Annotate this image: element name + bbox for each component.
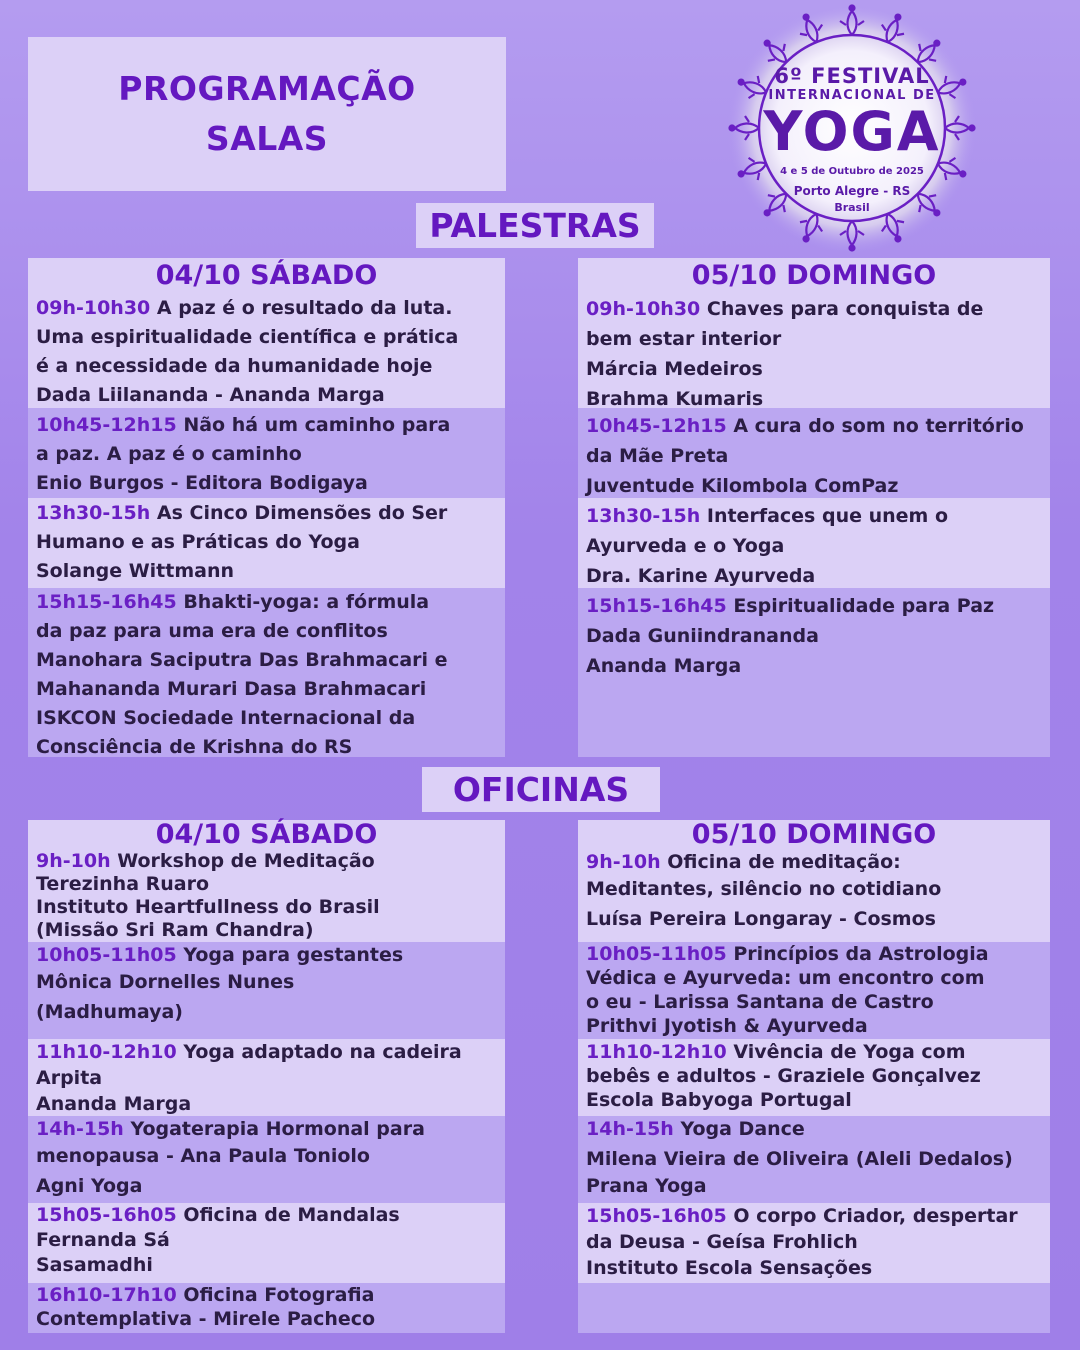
session-text: Agni Yoga [36,1175,143,1197]
session-time: 9h-10h [586,851,661,873]
session-text: Oficina de meditação: [660,851,901,873]
session-text: da Mãe Preta [586,445,729,467]
oficinas-heading: OFICINAS [422,767,660,812]
session-text: Yoga adaptado na cadeira [176,1041,462,1063]
session-text: Dra. Karine Ayurveda [586,565,816,587]
session-text: Arpita [36,1067,103,1089]
session-time: 11h10-12h10 [586,1041,727,1063]
session-text: ISKCON Sociedade Internacional da [36,707,416,729]
session-entry [36,294,497,410]
oficinas-sunday-block-1 [578,820,1050,942]
session-text: A cura do som no território [726,415,1024,437]
session-text: Dada Liilananda - Ananda Marga [36,384,385,406]
logo-city: Porto Alegre - RS [793,184,911,198]
session-text: Prana Yoga [586,1175,707,1197]
palestras-saturday-block-1 [28,258,505,408]
session-text: Vivência de Yoga com [726,1041,966,1063]
day-heading: 05/10 DOMINGO [691,819,937,850]
oficinas-sunday-block-4 [578,1116,1050,1203]
logo-country: Brasil [834,201,870,214]
session-text: Não há um caminho para [176,414,451,436]
session-entry [586,1116,1042,1200]
session-text: Meditantes, silêncio no cotidiano [586,878,942,900]
day-heading: 05/10 DOMINGO [691,260,937,291]
session-text: Fernanda Sá [36,1229,170,1251]
session-text: Mahananda Murari Dasa Brahmacari [36,678,427,700]
logo-dates: 4 e 5 de Outubro de 2025 [780,166,924,177]
session-text: Contemplativa - Mirele Pacheco [36,1308,376,1330]
session-entry [36,588,497,762]
session-text: Yoga para gestantes [176,944,404,966]
page-title-line2: SALAS [205,119,329,158]
session-text: Yoga Dance [673,1118,805,1140]
session-text: (Missão Sri Ram Chandra) [36,919,314,941]
logo-edition: 6º FESTIVAL [774,64,930,88]
session-time: 14h-15h [36,1118,124,1140]
session-time: 10h45-12h15 [586,415,727,437]
oficinas-saturday-block-6 [28,1283,505,1333]
session-entry [36,1203,497,1278]
session-entry [36,1283,497,1331]
session-text: Manohara Saciputra Das Brahmacari e [36,649,448,671]
session-time: 10h05-11h05 [36,944,177,966]
palestras-sunday-block-3 [578,498,1050,588]
session-time: 13h30-15h [586,505,701,527]
session-text: Ayurveda e o Yoga [586,535,785,557]
session-text: Chaves para conquista de [700,298,984,320]
session-entry [36,499,497,586]
session-text: Prithvi Jyotish & Ayurveda [586,1015,868,1037]
session-time: 16h10-17h10 [36,1284,177,1306]
session-entry [586,1039,1042,1112]
session-text: da Deusa - Geísa Frohlich [586,1231,858,1253]
oficinas-saturday-block-2 [28,942,505,1039]
session-text: Mônica Dornelles Nunes [36,971,295,993]
logo-subtitle: INTERNACIONAL DE [768,88,936,103]
session-text: Márcia Medeiros [586,358,763,380]
session-text: Oficina Fotografia [176,1284,375,1306]
session-text: Solange Wittmann [36,560,235,582]
oficinas-sunday-block-2 [578,942,1050,1039]
palestras-saturday-block-4 [28,588,505,757]
session-entry [36,850,497,942]
oficinas-sunday-block-6 [578,1283,1050,1333]
session-time: 15h05-16h05 [586,1205,727,1227]
session-text: Luísa Pereira Longaray - Cosmos [586,908,936,930]
session-entry [586,501,1042,591]
session-text: Védica e Ayurveda: um encontro com [586,967,985,989]
session-time: 09h-10h30 [36,297,151,319]
session-text: Yogaterapia Hormonal para [123,1118,425,1140]
session-time: 09h-10h30 [586,298,701,320]
session-text: Consciência de Krishna do RS [36,736,353,758]
session-time: 10h45-12h15 [36,414,177,436]
oficinas-sunday-block-3 [578,1039,1050,1116]
session-text: da paz para uma era de conflitos [36,620,388,642]
session-text: a paz. A paz é o caminho [36,443,302,465]
session-time: 14h-15h [586,1118,674,1140]
session-text: Ananda Marga [36,1093,192,1115]
session-text: A paz é o resultado da luta. [150,297,453,319]
session-text: Ananda Marga [586,655,742,677]
palestras-saturday-column [28,258,505,757]
session-time: 15h15-16h45 [36,591,177,613]
session-text: Juventude Kilombola ComPaz [586,475,899,497]
oficinas-sunday-block-5 [578,1203,1050,1283]
session-entry [586,411,1042,501]
session-time: 11h10-12h10 [36,1041,177,1063]
session-text: Uma espiritualidade científica e prática [36,326,459,348]
session-text: Espiritualidade para Paz [726,595,995,617]
session-time: 15h05-16h05 [36,1204,177,1226]
session-text: (Madhumaya) [36,1001,183,1023]
day-heading: 04/10 SÁBADO [155,260,378,291]
session-text: Brahma Kumaris [586,388,764,406]
session-text: bem estar interior [586,328,782,350]
oficinas-saturday-block-4 [28,1116,505,1203]
session-text: Bhakti-yoga: a fórmula [176,591,430,613]
session-text: é a necessidade da humanidade hoje [36,355,433,377]
session-text: Humano e as Práticas do Yoga [36,531,360,553]
session-text: Sasamadhi [36,1254,153,1276]
session-text: bebês e adultos - Graziele Gonçalvez [586,1065,981,1087]
palestras-sunday-column [578,258,1050,757]
session-text: Instituto Heartfullness do Brasil [36,896,380,918]
session-text: menopausa - Ana Paula Toniolo [36,1145,370,1167]
session-entry [586,591,1042,681]
session-text: Workshop de Meditação [110,850,375,872]
palestras-saturday-block-2 [28,408,505,498]
oficinas-sunday-column [578,820,1050,1333]
session-entry [36,1116,497,1200]
session-entry [586,1203,1042,1281]
session-text: Enio Burgos - Editora Bodigaya [36,472,368,494]
session-text: O corpo Criador, despertar [726,1205,1018,1227]
page-title-line1: PROGRAMAÇÃO [118,69,416,108]
session-time: 13h30-15h [36,502,151,524]
day-heading: 04/10 SÁBADO [155,819,378,850]
session-entry [586,294,1042,406]
oficinas-saturday-column [28,820,505,1333]
session-entry [586,850,1042,934]
session-text: Dada Guniindrananda [586,625,819,647]
session-time: 10h05-11h05 [586,943,727,965]
palestras-sunday-block-2 [578,408,1050,498]
session-text: Oficina de Mandalas [176,1204,400,1226]
session-time: 15h15-16h45 [586,595,727,617]
session-text: Terezinha Ruaro [36,873,210,895]
session-text: o eu - Larissa Santana de Castro [586,991,934,1013]
session-text: Escola Babyoga Portugal [586,1089,852,1111]
palestras-sunday-block-1 [578,258,1050,408]
session-text: As Cinco Dimensões do Ser [150,502,448,524]
logo-name: YOGA [763,100,941,163]
festival-logo [726,0,978,256]
session-entry [36,411,497,498]
palestras-sunday-block-4 [578,588,1050,757]
session-text: Princípios da Astrologia [726,943,989,965]
oficinas-saturday-block-1 [28,820,505,942]
session-time: 9h-10h [36,850,111,872]
session-entry [36,942,497,1026]
oficinas-saturday-block-5 [28,1203,505,1283]
session-entry [586,942,1042,1038]
palestras-saturday-block-3 [28,498,505,588]
session-text: Interfaces que unem o [700,505,949,527]
oficinas-saturday-block-3 [28,1039,505,1116]
palestras-heading: PALESTRAS [416,203,654,248]
session-text: Milena Vieira de Oliveira (Aleli Dedalos) [586,1148,1013,1170]
session-entry [36,1039,497,1117]
title-box [28,37,506,191]
session-text: Instituto Escola Sensações [586,1257,873,1279]
